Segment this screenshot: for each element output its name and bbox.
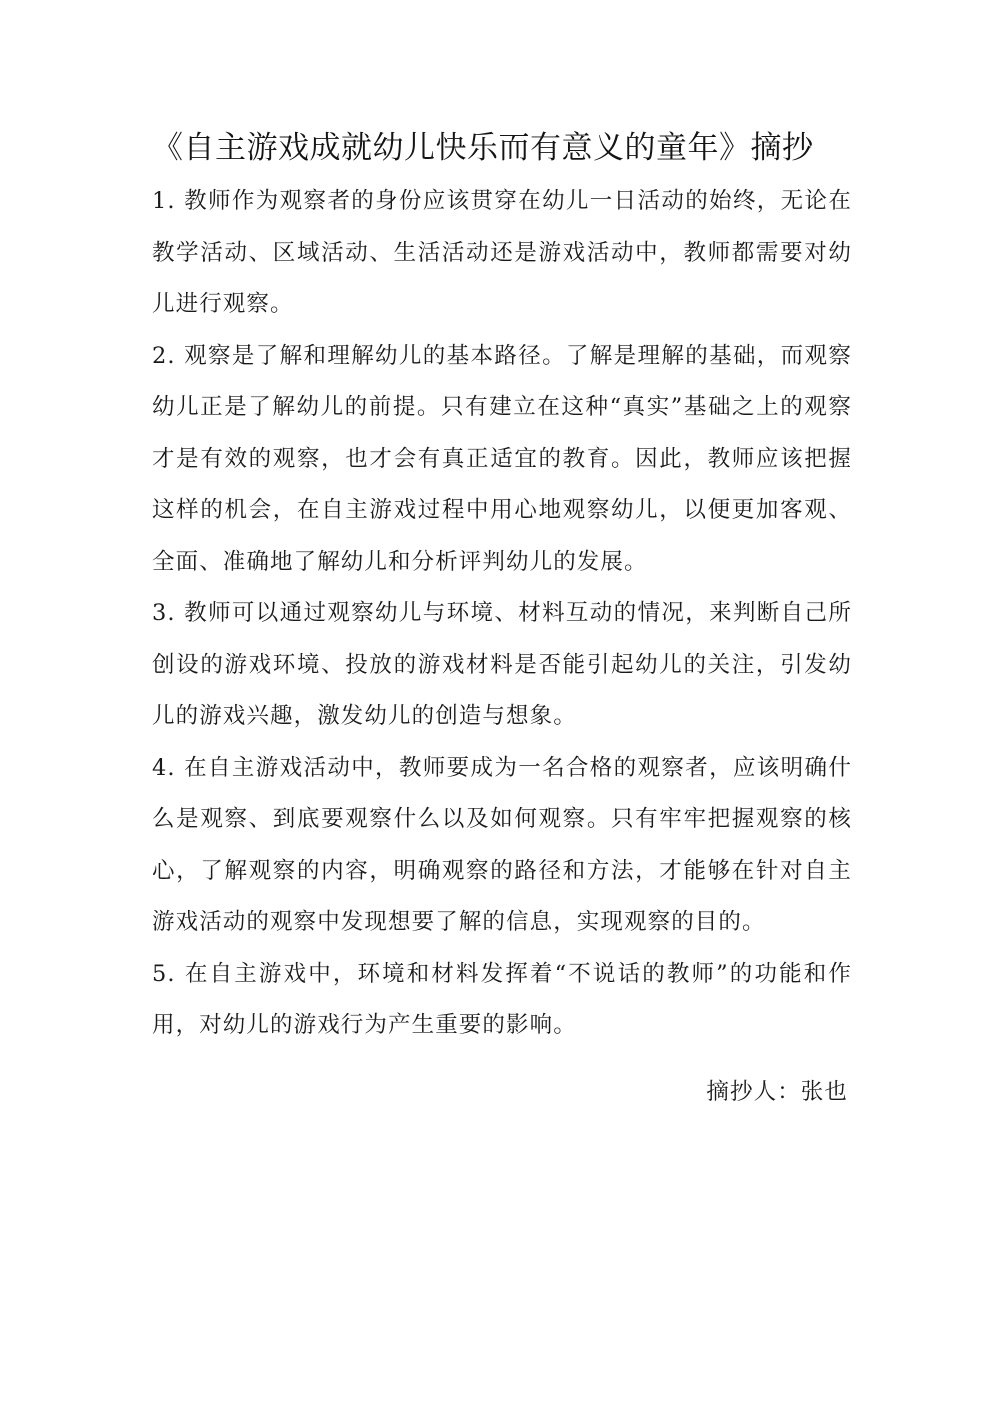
paragraph-5: 5. 在自主游戏中，环境和材料发挥着“不说话的教师”的功能和作用，对幼儿的游戏行为产生重要的影响。 <box>152 960 852 1038</box>
paragraph-2: 2. 观察是了解和理解幼儿的基本路径。了解是理解的基础，而观察幼儿正是了解幼儿的前提。只有建立在这种“真实”基础之上的观察才是有效的观察，也才会有真正适宜的教育。因此，教师应该把握这样的机会，在自主游戏过程中用心地观察幼儿，以便更加客观、全面、准确地了解幼儿和分析评判幼儿的发展。 <box>152 342 852 575</box>
paragraph-1: 1. 教师作为观察者的身份应该贯穿在幼儿一日活动的始终，无论在教学活动、区域活动、生活活动还是游戏活动中，教师都需要对幼儿进行观察。 <box>152 188 852 317</box>
document-body <box>152 176 852 1052</box>
document-title: 《自主游戏成就幼儿快乐而有意义的童年》摘抄 <box>152 130 814 166</box>
excerpt-author-signature: 摘抄人：张也 <box>706 1079 848 1105</box>
paragraph-4: 4. 在自主游戏活动中，教师要成为一名合格的观察者，应该明确什么是观察、到底要观察什么以及如何观察。只有牢牢把握观察的核心，了解观察的内容，明确观察的路径和方法，才能够在针对自主游戏活动的观察中发现想要了解的信息，实现观察的目的。 <box>152 754 852 935</box>
paragraph-3: 3. 教师可以通过观察幼儿与环境、材料互动的情况，来判断自己所创设的游戏环境、投放的游戏材料是否能引起幼儿的关注，引发幼儿的游戏兴趣，激发幼儿的创造与想象。 <box>152 600 852 729</box>
